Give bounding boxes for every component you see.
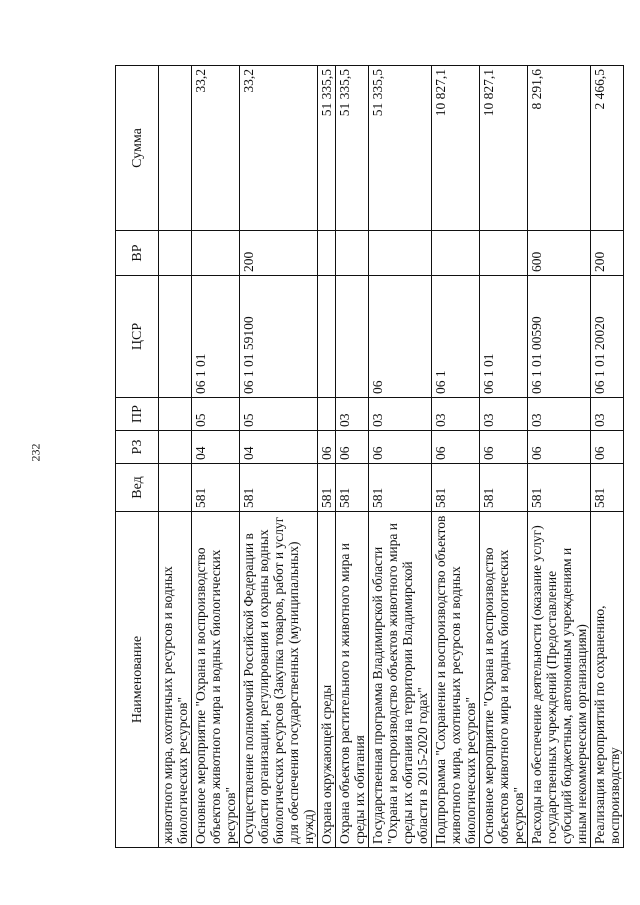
cell-csr: 06	[369, 276, 432, 398]
cell-pr: 03	[432, 398, 480, 431]
header-csr: ЦСР	[116, 276, 159, 398]
header-rz: РЗ	[116, 431, 159, 464]
header-vr: ВР	[116, 231, 159, 276]
cell-csr: 06 1 01 20020	[591, 276, 624, 398]
cell-csr	[336, 276, 369, 398]
cell-pr	[159, 398, 192, 431]
cell-name: Осуществление полномочий Российской Федерации в области организации, регулирования и охраны водных биологических ресурсов (Закупка товаров, работ и услуг для обеспечения государственных (муниципальных) нужд)	[240, 512, 318, 848]
cell-sum	[159, 66, 192, 231]
header-name: Наименование	[116, 512, 159, 848]
cell-name: Охрана объектов растительного и животного мира и среды их обитания	[336, 512, 369, 848]
cell-name: животного мира, охотничьих ресурсов и водных биологических ресурсов"	[159, 512, 192, 848]
cell-ved	[159, 464, 192, 512]
cell-vr	[159, 231, 192, 276]
cell-sum: 10 827,1	[480, 66, 528, 231]
cell-pr	[318, 398, 336, 431]
cell-pr: 03	[591, 398, 624, 431]
cell-csr: 06 1 01 59100	[240, 276, 318, 398]
cell-rz: 04	[240, 431, 318, 464]
cell-vr: 200	[591, 231, 624, 276]
cell-rz	[159, 431, 192, 464]
cell-sum: 33,2	[240, 66, 318, 231]
cell-sum: 2 466,5	[591, 66, 624, 231]
cell-name: Расходы на обеспечение деятельности (оказание услуг) государственных учреждений (Предоставление субсидий бюджетным, автономным учреждениям и иным некоммерческим организациям)	[528, 512, 591, 848]
cell-rz: 06	[528, 431, 591, 464]
table-row	[240, 66, 318, 848]
cell-pr: 03	[480, 398, 528, 431]
cell-ved: 581	[192, 464, 240, 512]
cell-pr: 03	[528, 398, 591, 431]
cell-rz: 06	[432, 431, 480, 464]
rotated-table-wrapper	[115, 66, 622, 848]
page-number: 232	[28, 443, 43, 462]
cell-rz: 06	[369, 431, 432, 464]
cell-sum: 51 335,5	[336, 66, 369, 231]
cell-pr: 05	[192, 398, 240, 431]
cell-sum: 10 827,1	[432, 66, 480, 231]
cell-csr: 06 1 01	[192, 276, 240, 398]
cell-ved: 581	[336, 464, 369, 512]
cell-vr: 200	[240, 231, 318, 276]
cell-name: Государственная программа Владимирской области "Охрана и воспроизводство объектов животного мира и среды их обитания на территории Владимирской области в 2015-2020 годах"	[369, 512, 432, 848]
cell-name: Подпрограмма "Сохранение и воспроизводство объектов животного мира, охотничьих ресурсов и водных биологических ресурсов"	[432, 512, 480, 848]
cell-rz: 06	[318, 431, 336, 464]
cell-name: Реализация мероприятий по сохранению, воспроизводству	[591, 512, 624, 848]
cell-pr: 03	[369, 398, 432, 431]
cell-vr	[318, 231, 336, 276]
cell-vr	[480, 231, 528, 276]
cell-ved: 581	[240, 464, 318, 512]
cell-sum: 33,2	[192, 66, 240, 231]
cell-vr: 600	[528, 231, 591, 276]
cell-rz: 06	[480, 431, 528, 464]
cell-csr	[318, 276, 336, 398]
budget-table	[115, 65, 624, 848]
cell-ved: 581	[318, 464, 336, 512]
cell-rz: 06	[591, 431, 624, 464]
table-header-row	[116, 66, 159, 848]
table-row	[192, 66, 240, 848]
table-row	[528, 66, 591, 848]
cell-csr: 06 1	[432, 276, 480, 398]
cell-rz: 06	[336, 431, 369, 464]
header-pr: ПР	[116, 398, 159, 431]
table-row	[591, 66, 624, 848]
cell-sum: 51 335,5	[318, 66, 336, 231]
table-row	[318, 66, 336, 848]
cell-sum: 8 291,6	[528, 66, 591, 231]
cell-name: Охрана окружающей среды	[318, 512, 336, 848]
table-row	[336, 66, 369, 848]
header-sum: Сумма	[116, 66, 159, 231]
cell-name: Основное мероприятие "Охрана и воспроизводство объектов животного мира и водных биологических ресурсов"	[192, 512, 240, 848]
table-row	[432, 66, 480, 848]
cell-rz: 04	[192, 431, 240, 464]
table-row	[480, 66, 528, 848]
cell-sum: 51 335,5	[369, 66, 432, 231]
cell-ved: 581	[528, 464, 591, 512]
cell-ved: 581	[480, 464, 528, 512]
cell-ved: 581	[432, 464, 480, 512]
cell-pr: 03	[336, 398, 369, 431]
cell-vr	[192, 231, 240, 276]
cell-name: Основное мероприятие "Охрана и воспроизводство объектов животного мира и водных биологических ресурсов"	[480, 512, 528, 848]
cell-vr	[369, 231, 432, 276]
cell-csr: 06 1 01	[480, 276, 528, 398]
cell-pr: 05	[240, 398, 318, 431]
header-ved: Вед	[116, 464, 159, 512]
table-row	[369, 66, 432, 848]
cell-csr: 06 1 01 00590	[528, 276, 591, 398]
cell-ved: 581	[369, 464, 432, 512]
cell-csr	[159, 276, 192, 398]
cell-vr	[432, 231, 480, 276]
cell-vr	[336, 231, 369, 276]
cell-ved: 581	[591, 464, 624, 512]
table-row	[159, 66, 192, 848]
